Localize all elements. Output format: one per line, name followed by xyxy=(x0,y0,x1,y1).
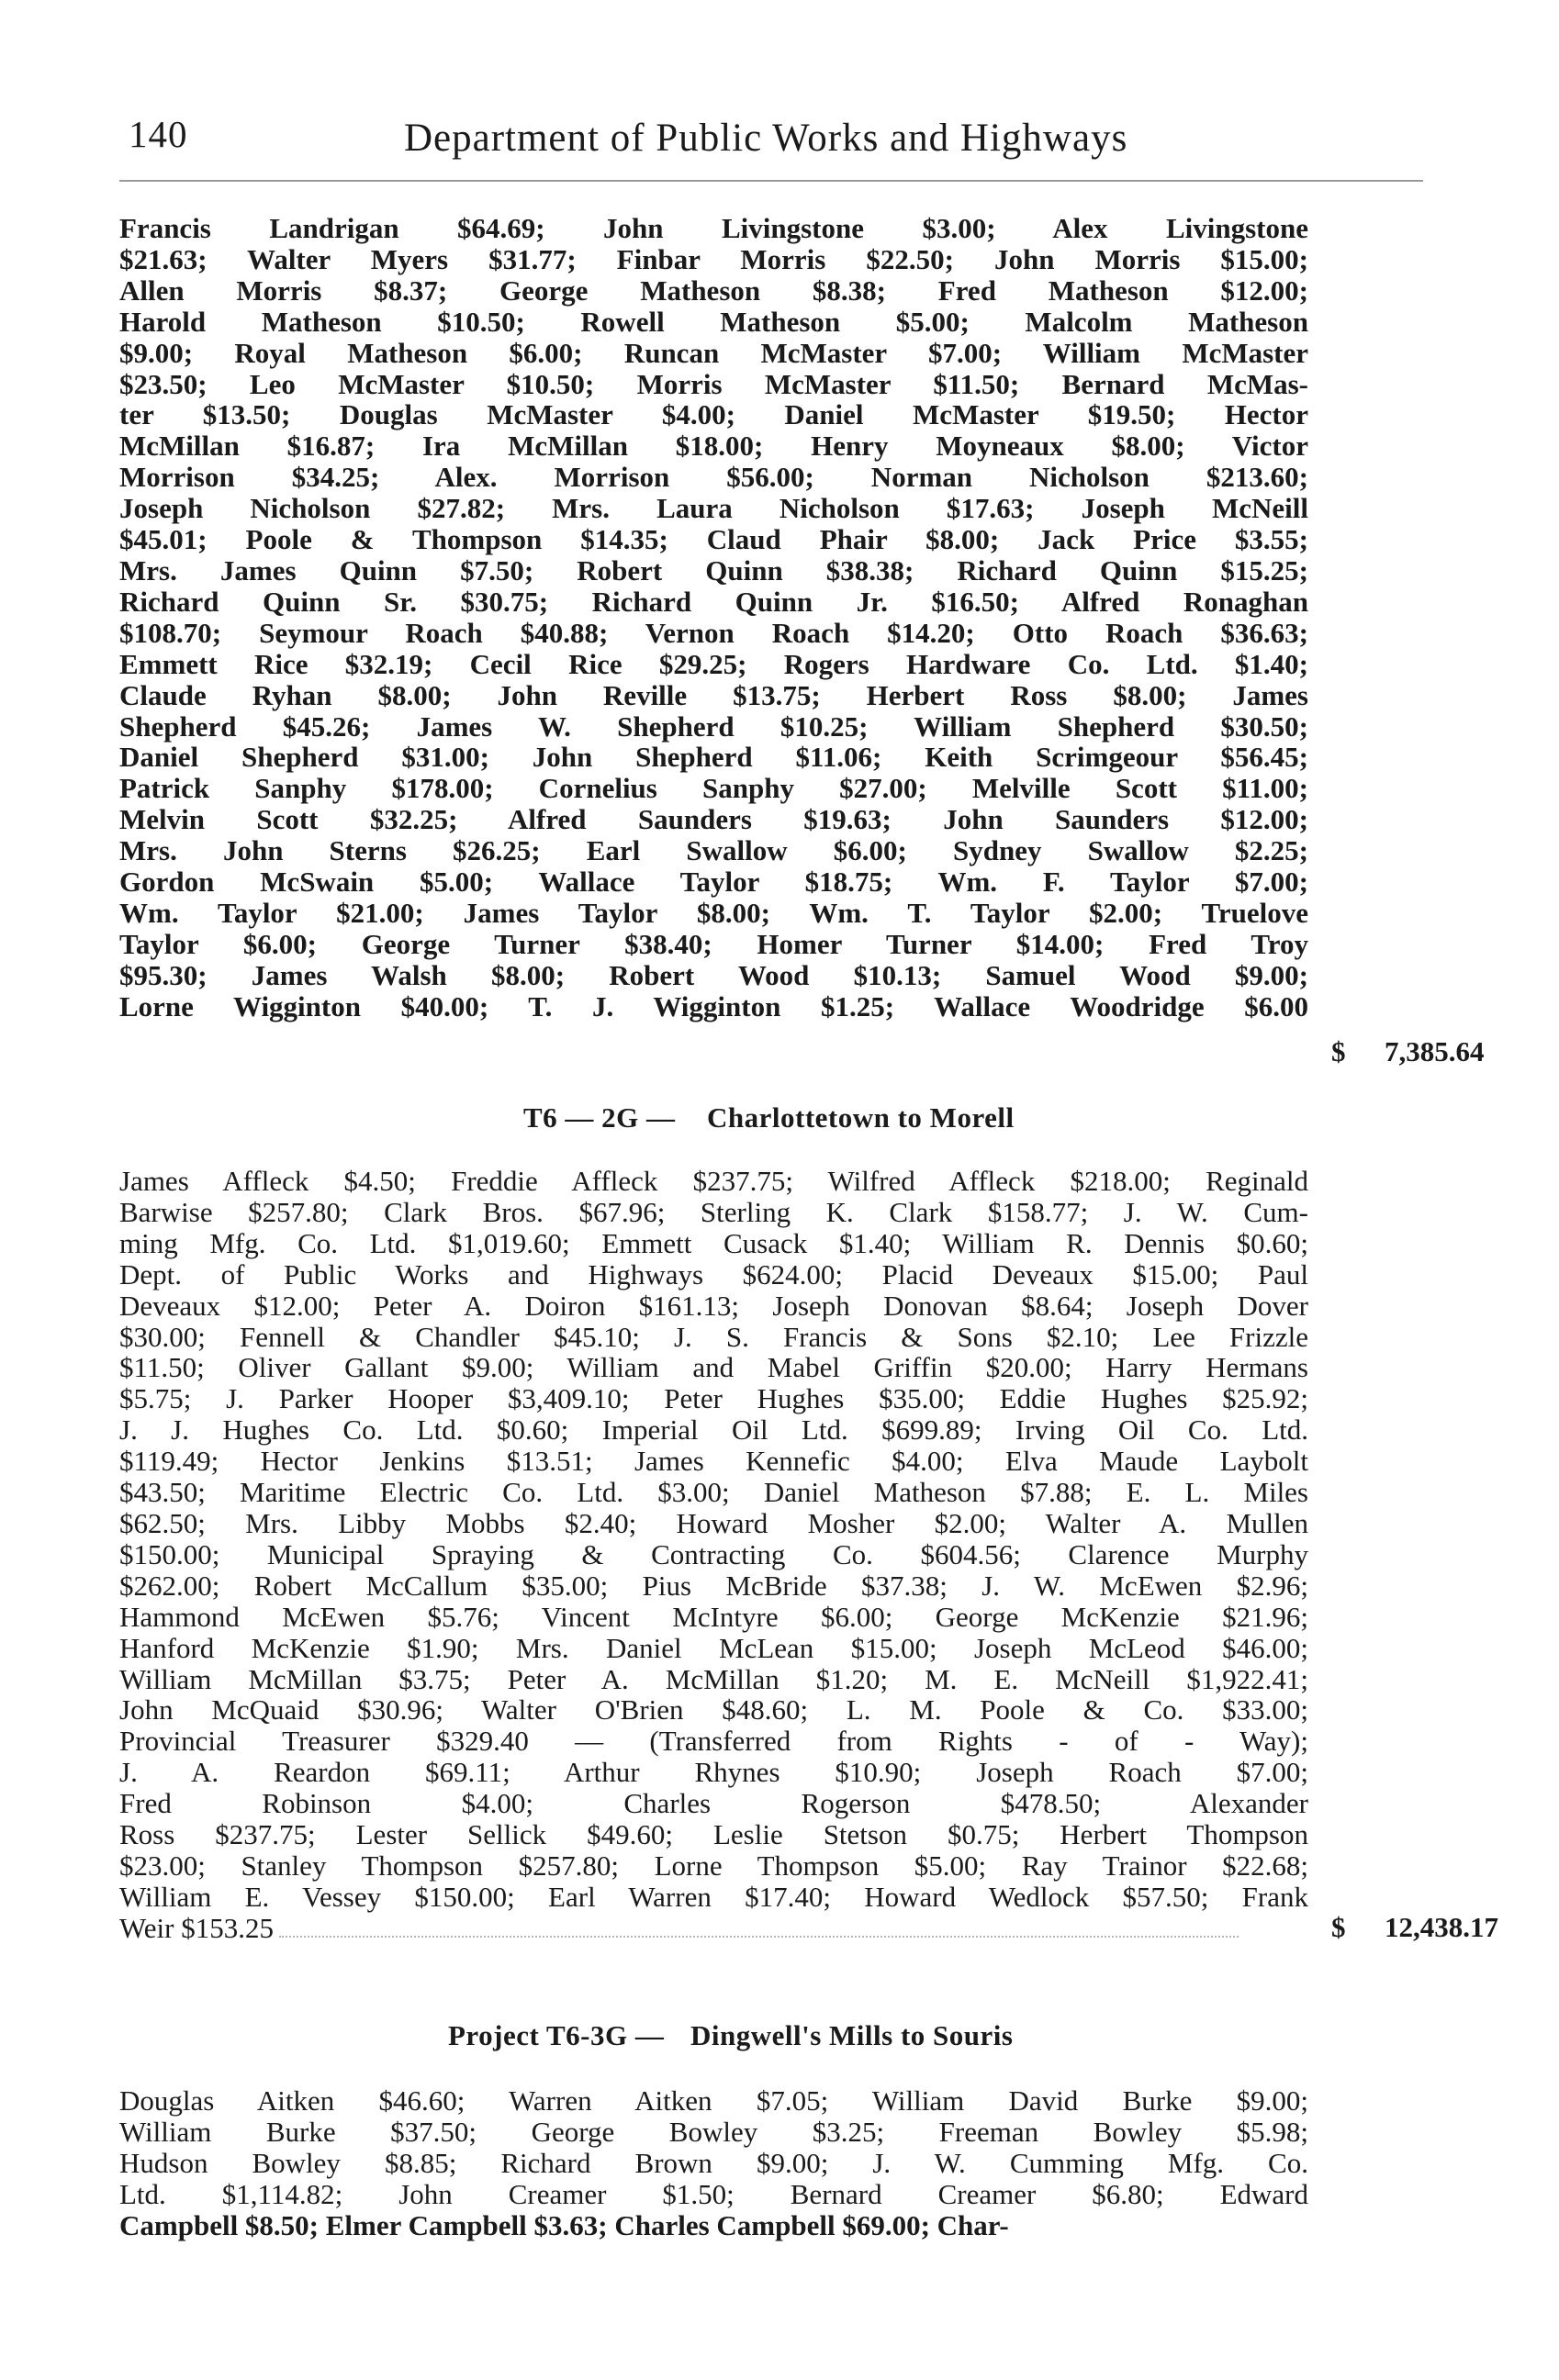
section-2-heading-route: Charlottetown to Morell xyxy=(707,1101,1015,1134)
text-line: Taylor $6.00; George Turner $38.40; Homer Turner $14.00; Fred Troy xyxy=(119,927,1308,960)
text-line: $30.00; Fennell & Chandler $45.10; J. S. Francis & Sons $2.10; Lee Frizzle xyxy=(119,1320,1308,1353)
text-line: Mrs. James Quinn $7.50; Robert Quinn $38.38; Richard Quinn $15.25; xyxy=(119,553,1308,587)
text-line: $62.50; Mrs. Libby Mobbs $2.40; Howard Mosher $2.00; Walter A. Mullen xyxy=(119,1506,1308,1539)
section-2-total-currency: $ xyxy=(1331,1911,1346,1943)
text-line: $23.00; Stanley Thompson $257.80; Lorne Thompson $5.00; Ray Trainor $22.68; xyxy=(119,1849,1308,1882)
text-line: William McMillan $3.75; Peter A. McMillan $1.20; M. E. McNeill $1,922.41; xyxy=(119,1662,1308,1695)
text-line: Fred Robinson $4.00; Charles Rogerson $478.50; Alexander xyxy=(119,1787,1308,1820)
text-line: Mrs. John Sterns $26.25; Earl Swallow $6.00; Sydney Swallow $2.25; xyxy=(119,834,1308,867)
page-header xyxy=(129,112,1267,167)
section-1-total-amount: 7,385.64 xyxy=(1385,1035,1485,1067)
text-line: $5.75; J. Parker Hooper $3,409.10; Peter Hughes $35.00; Eddie Hughes $25.92; xyxy=(119,1382,1308,1415)
running-head: Department of Public Works and Highways xyxy=(404,117,1128,160)
text-line: Morrison $34.25; Alex. Morrison $56.00; Norman Nicholson $213.60; xyxy=(119,461,1308,494)
text-line: William Burke $37.50; George Bowley $3.25; Freeman Bowley $5.98; xyxy=(119,2115,1308,2148)
text-line: Lorne Wigginton $40.00; T. J. Wigginton $1.25; Wallace Woodridge $6.00 xyxy=(119,989,1308,1022)
dot-leader xyxy=(279,1936,1239,1938)
text-line: Joseph Nicholson $27.82; Mrs. Laura Nicholson $17.63; Joseph McNeill xyxy=(119,492,1308,525)
text-line: Dept. of Public Works and Highways $624.00; Placid Deveaux $15.00; Paul xyxy=(119,1257,1308,1291)
section-3-heading-code: Project T6-3G — xyxy=(448,2019,665,2051)
text-line: Daniel Shepherd $31.00; John Shepherd $11.06; Keith Scrimgeour $56.45; xyxy=(119,741,1308,774)
text-line: $262.00; Robert McCallum $35.00; Pius McBride $37.38; J. W. McEwen $2.96; xyxy=(119,1569,1308,1602)
header-rule xyxy=(119,180,1423,182)
section-2-total xyxy=(1331,1911,1498,1944)
section-3-heading-route: Dingwell's Mills to Souris xyxy=(690,2019,1014,2051)
section-1-total xyxy=(1331,1035,1485,1068)
page-number: 140 xyxy=(129,113,188,155)
text-line: Hammond McEwen $5.76; Vincent McIntyre $6.00; George McKenzie $21.96; xyxy=(119,1600,1308,1633)
text-line: Campbell $8.50; Elmer Campbell $3.63; Charles Campbell $69.00; Char- xyxy=(119,2208,1009,2241)
text-line: $45.01; Poole & Thompson $14.35; Claud Phair $8.00; Jack Price $3.55; xyxy=(119,523,1308,556)
text-line: John McQuaid $30.96; Walter O'Brien $48.60; L. M. Poole & Co. $33.00; xyxy=(119,1693,1308,1726)
text-line: Wm. Taylor $21.00; James Taylor $8.00; Wm. T. Taylor $2.00; Truelove xyxy=(119,896,1308,929)
text-line: Ross $237.75; Lester Sellick $49.60; Leslie Stetson $0.75; Herbert Thompson xyxy=(119,1818,1308,1851)
text-line: Provincial Treasurer $329.40 — (Transferred from Rights - of - Way); xyxy=(119,1725,1308,1758)
section-2-heading-code: T6 — 2G — xyxy=(523,1101,676,1134)
text-line: J. J. Hughes Co. Ltd. $0.60; Imperial Oil Ltd. $699.89; Irving Oil Co. Ltd. xyxy=(119,1413,1308,1447)
text-line: Gordon McSwain $5.00; Wallace Taylor $18.75; Wm. F. Taylor $7.00; xyxy=(119,866,1308,899)
section-2-paragraph xyxy=(119,1166,1308,1944)
text-line: James Affleck $4.50; Freddie Affleck $237.75; Wilfred Affleck $218.00; Reginald xyxy=(119,1165,1308,1197)
text-line: Barwise $257.80; Clark Bros. $67.96; Sterling K. Clark $158.77; J. W. Cum- xyxy=(119,1195,1308,1228)
text-line: Shepherd $45.26; James W. Shepherd $10.25; William Shepherd $30.50; xyxy=(119,710,1308,743)
section-1-total-currency: $ xyxy=(1331,1035,1346,1067)
text-line: Patrick Sanphy $178.00; Cornelius Sanphy $27.00; Melville Scott $11.00; xyxy=(119,772,1308,805)
text-line: ter $13.50; Douglas McMaster $4.00; Daniel McMaster $19.50; Hector xyxy=(119,398,1308,431)
text-line: Emmett Rice $32.19; Cecil Rice $29.25; Rogers Hardware Co. Ltd. $1.40; xyxy=(119,647,1308,680)
text-line: J. A. Reardon $69.11; Arthur Rhynes $10.90; Joseph Roach $7.00; xyxy=(119,1756,1308,1789)
text-line: $23.50; Leo McMaster $10.50; Morris McMaster $11.50; Bernard McMas- xyxy=(119,367,1308,400)
text-line: $43.50; Maritime Electric Co. Ltd. $3.00; Daniel Matheson $7.88; E. L. Miles xyxy=(119,1476,1308,1509)
text-line: Douglas Aitken $46.60; Warren Aitken $7.05; William David Burke $9.00; xyxy=(119,2084,1308,2117)
text-line: $21.63; Walter Myers $31.77; Finbar Morris $22.50; John Morris $15.00; xyxy=(119,242,1308,275)
text-line: Allen Morris $8.37; George Matheson $8.38; Fred Matheson $12.00; xyxy=(119,274,1308,307)
text-line: Melvin Scott $32.25; Alfred Saunders $19.63; John Saunders $12.00; xyxy=(119,803,1308,836)
text-line: $95.30; James Walsh $8.00; Robert Wood $10.13; Samuel Wood $9.00; xyxy=(119,958,1308,991)
text-line: ming Mfg. Co. Ltd. $1,019.60; Emmett Cusack $1.40; William R. Dennis $0.60; xyxy=(119,1226,1308,1259)
text-line: $119.49; Hector Jenkins $13.51; James Kennefic $4.00; Elva Maude Laybolt xyxy=(119,1445,1308,1478)
text-line: Weir $153.25 xyxy=(119,1913,1308,1944)
section-1-paragraph xyxy=(119,213,1308,1022)
text-line: Harold Matheson $10.50; Rowell Matheson $5.00; Malcolm Matheson xyxy=(119,305,1308,338)
text-line: $9.00; Royal Matheson $6.00; Runcan McMaster $7.00; William McMaster xyxy=(119,336,1308,369)
text-line: McMillan $16.87; Ira McMillan $18.00; Henry Moyneaux $8.00; Victor xyxy=(119,430,1308,463)
text-line: Deveaux $12.00; Peter A. Doiron $161.13; Joseph Donovan $8.64; Joseph Dover xyxy=(119,1289,1308,1322)
text-line: $150.00; Municipal Spraying & Contracting Co. $604.56; Clarence Murphy xyxy=(119,1537,1308,1570)
text-line: Claude Ryhan $8.00; John Reville $13.75; Herbert Ross $8.00; James xyxy=(119,678,1308,711)
text-line: Hudson Bowley $8.85; Richard Brown $9.00; J. W. Cumming Mfg. Co. xyxy=(119,2146,1308,2179)
section-3-paragraph xyxy=(119,2085,1308,2241)
section-2-total-amount: 12,438.17 xyxy=(1385,1911,1498,1943)
text-line: Ltd. $1,114.82; John Creamer $1.50; Bernard Creamer $6.80; Edward xyxy=(119,2177,1308,2210)
text-line: William E. Vessey $150.00; Earl Warren $17.40; Howard Wedlock $57.50; Frank xyxy=(119,1880,1308,1913)
text-line: $11.50; Oliver Gallant $9.00; William and Mabel Griffin $20.00; Harry Hermans xyxy=(119,1351,1308,1384)
text-line: Hanford McKenzie $1.90; Mrs. Daniel McLean $15.00; Joseph McLeod $46.00; xyxy=(119,1631,1308,1664)
text-line: Richard Quinn Sr. $30.75; Richard Quinn Jr. $16.50; Alfred Ronaghan xyxy=(119,585,1308,618)
text-line: Francis Landrigan $64.69; John Livingstone $3.00; Alex Livingstone xyxy=(119,212,1308,244)
text-line: $108.70; Seymour Roach $40.88; Vernon Roach $14.20; Otto Roach $36.63; xyxy=(119,616,1308,649)
